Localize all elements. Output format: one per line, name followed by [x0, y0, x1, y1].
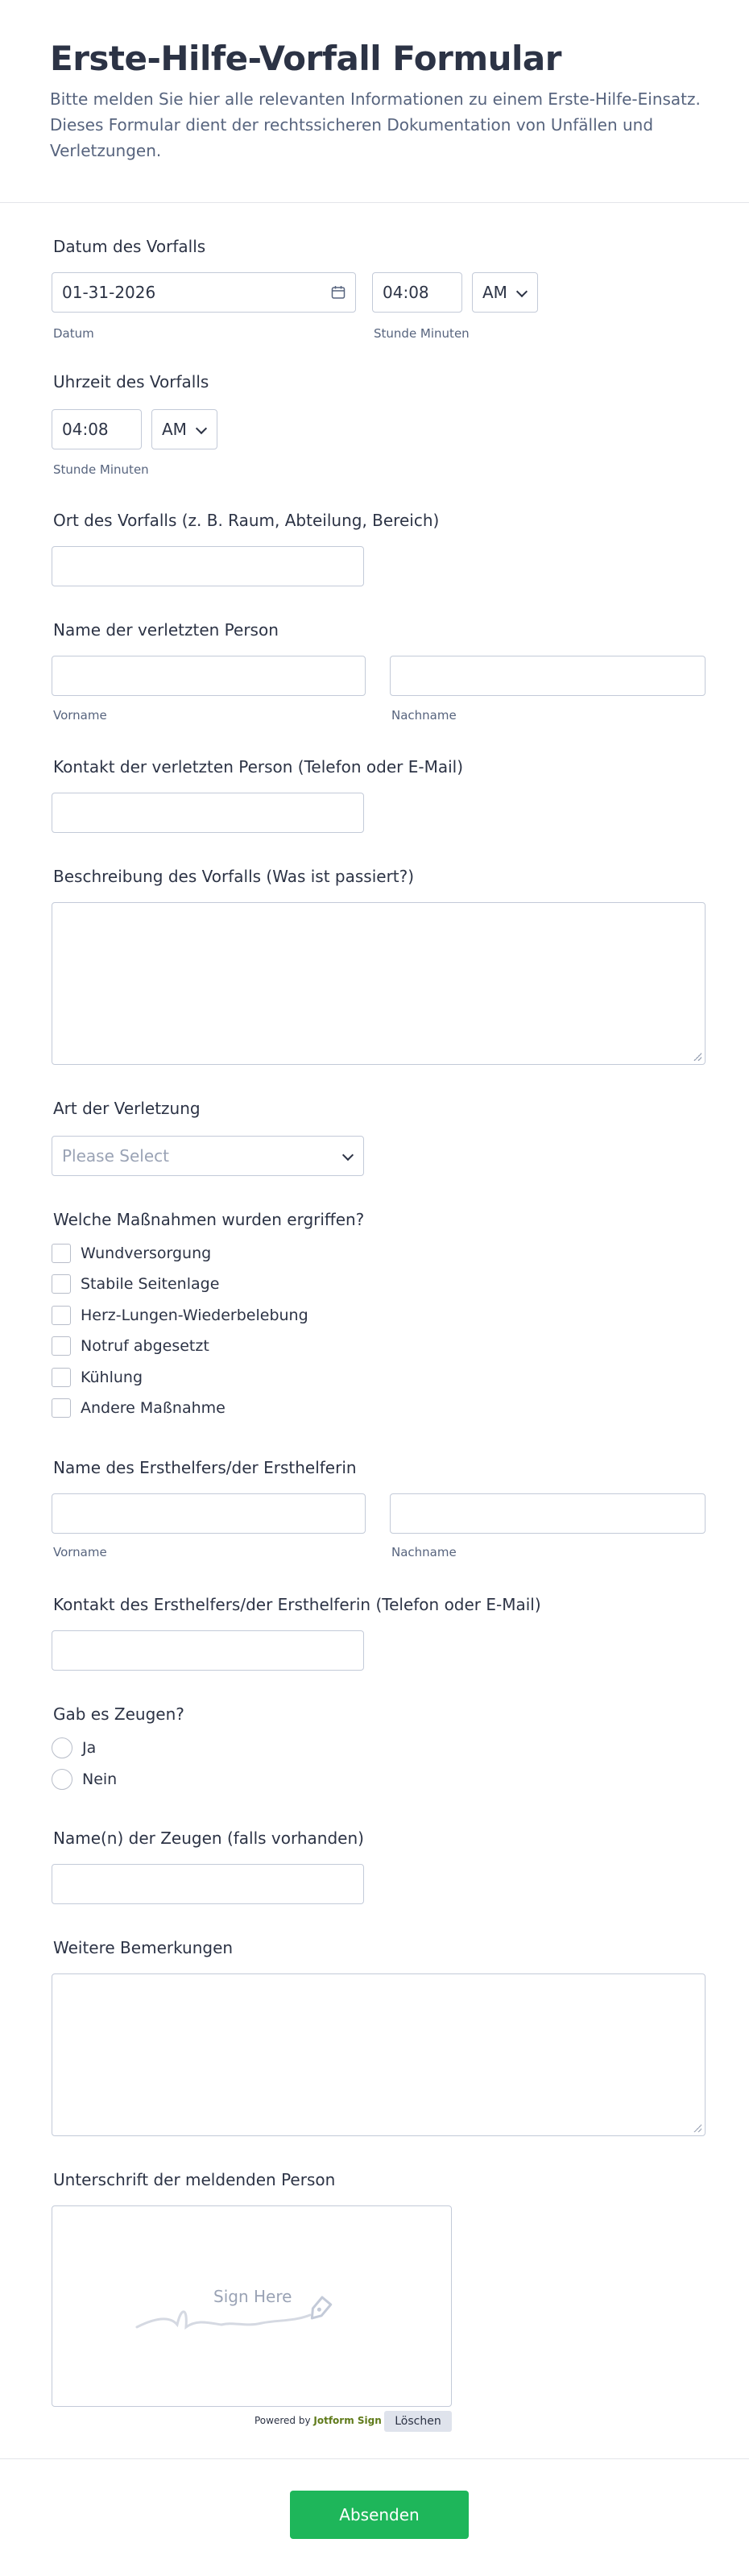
firstaider-contact-input[interactable] [52, 1630, 364, 1671]
date-input[interactable] [52, 272, 356, 313]
witness-option-ja[interactable] [52, 1737, 96, 1758]
witness-option-nein[interactable] [52, 1769, 117, 1790]
witness-names-input[interactable] [52, 1864, 364, 1904]
witness-option-label: Ja [82, 1739, 97, 1757]
firstaider-first-name-input[interactable] [52, 1493, 366, 1534]
radio-button[interactable] [52, 1769, 72, 1790]
witnesses-label: Gab es Zeugen? [53, 1704, 184, 1724]
description-label: Beschreibung des Vorfalls (Was ist passiert?) [53, 867, 415, 886]
powered-by-text [254, 2415, 382, 2426]
date-time-sublabel: Stunde Minuten [374, 326, 470, 341]
checkbox[interactable] [52, 1336, 71, 1356]
measure-option[interactable] [52, 1244, 211, 1263]
date-value: 01-31-2026 [62, 283, 156, 302]
witness-names-label: Name(n) der Zeugen (falls vorhanden) [53, 1828, 364, 1848]
signature-doodle-icon [133, 2283, 366, 2339]
clear-signature-button[interactable]: Löschen [384, 2411, 452, 2432]
chevron-down-icon [342, 1149, 354, 1161]
injured-first-name-input[interactable] [52, 656, 366, 696]
submit-button[interactable]: Absenden [290, 2491, 469, 2539]
measure-option-label: Notruf abgesetzt [81, 1337, 209, 1355]
remarks-textarea[interactable] [52, 1973, 706, 2136]
signature-label: Unterschrift der meldenden Person [53, 2170, 336, 2189]
date-label: Datum des Vorfalls [53, 237, 206, 256]
measure-option[interactable] [52, 1368, 143, 1387]
date-time-input[interactable] [372, 272, 462, 313]
resize-handle-icon[interactable] [693, 1053, 701, 1061]
jotform-sign-brand: Jotform Sign [313, 2415, 382, 2426]
chevron-down-icon [516, 286, 528, 297]
checkbox[interactable] [52, 1274, 71, 1294]
form-title: Erste-Hilfe-Vorfall Formular [50, 39, 561, 78]
checkbox[interactable] [52, 1398, 71, 1418]
date-ampm-select[interactable] [472, 272, 538, 313]
measure-option[interactable] [52, 1398, 226, 1418]
firstaider-contact-label: Kontakt des Ersthelfers/der Ersthelferin (Telefon oder E-Mail) [53, 1595, 541, 1614]
firstaider-first-sublabel: Vorname [53, 1545, 107, 1559]
radio-button[interactable] [52, 1737, 72, 1758]
injured-last-sublabel: Nachname [391, 708, 457, 723]
measure-option[interactable] [52, 1274, 219, 1294]
injury-type-select[interactable] [52, 1136, 364, 1176]
measure-option-label: Kühlung [81, 1369, 143, 1386]
measure-option[interactable] [52, 1306, 308, 1325]
injured-contact-input[interactable] [52, 793, 364, 833]
location-input[interactable] [52, 546, 364, 586]
form-subtitle: Bitte melden Sie hier alle relevanten Informationen zu einem Erste-Hilfe-Einsatz. Dieses Formular dient der rechtssicheren Dokumentation von Unfällen und Verletzungen. [50, 89, 701, 160]
checkbox[interactable] [52, 1368, 71, 1387]
resize-handle-icon[interactable] [693, 2124, 701, 2132]
date-ampm-value: AM [482, 283, 507, 302]
measure-option[interactable] [52, 1336, 209, 1356]
checkbox[interactable] [52, 1244, 71, 1263]
form-header [0, 0, 749, 203]
time-ampm-select[interactable] [151, 409, 217, 449]
measure-option-label: Stabile Seitenlage [81, 1275, 220, 1293]
time-sublabel: Stunde Minuten [53, 462, 149, 477]
measure-option-label: Andere Maßnahme [81, 1399, 226, 1417]
injured-name-label: Name der verletzten Person [53, 620, 279, 640]
measure-option-label: Herz-Lungen-Wiederbelebung [81, 1307, 308, 1324]
footer-divider [0, 2458, 749, 2459]
firstaider-last-sublabel: Nachname [391, 1545, 457, 1559]
checkbox[interactable] [52, 1306, 71, 1325]
date-sublabel: Datum [53, 326, 94, 341]
firstaider-last-name-input[interactable] [390, 1493, 706, 1534]
witness-option-label: Nein [82, 1770, 118, 1788]
measures-label: Welche Maßnahmen wurden ergriffen? [53, 1210, 365, 1229]
firstaider-name-label: Name des Ersthelfers/der Ersthelferin [53, 1458, 357, 1477]
description-textarea[interactable] [52, 902, 706, 1065]
chevron-down-icon [196, 423, 207, 434]
location-label: Ort des Vorfalls (z. B. Raum, Abteilung, Bereich) [53, 511, 440, 530]
time-input[interactable] [52, 409, 142, 449]
calendar-icon[interactable] [331, 285, 346, 300]
injured-contact-label: Kontakt der verletzten Person (Telefon oder E-Mail) [53, 757, 463, 777]
time-ampm-value: AM [162, 420, 187, 439]
injured-last-name-input[interactable] [390, 656, 706, 696]
signature-pad[interactable] [52, 2205, 452, 2407]
measure-option-label: Wundversorgung [81, 1245, 212, 1262]
injury-type-label: Art der Verletzung [53, 1099, 201, 1118]
injured-first-sublabel: Vorname [53, 708, 107, 723]
powered-by-label: Powered by [254, 2415, 311, 2426]
injury-type-placeholder: Please Select [62, 1146, 169, 1166]
time-label: Uhrzeit des Vorfalls [53, 372, 209, 391]
date-time-value: 04:08 [383, 283, 429, 302]
remarks-label: Weitere Bemerkungen [53, 1938, 234, 1957]
time-value: 04:08 [62, 420, 109, 439]
signature-placeholder: Sign Here [213, 2287, 292, 2306]
